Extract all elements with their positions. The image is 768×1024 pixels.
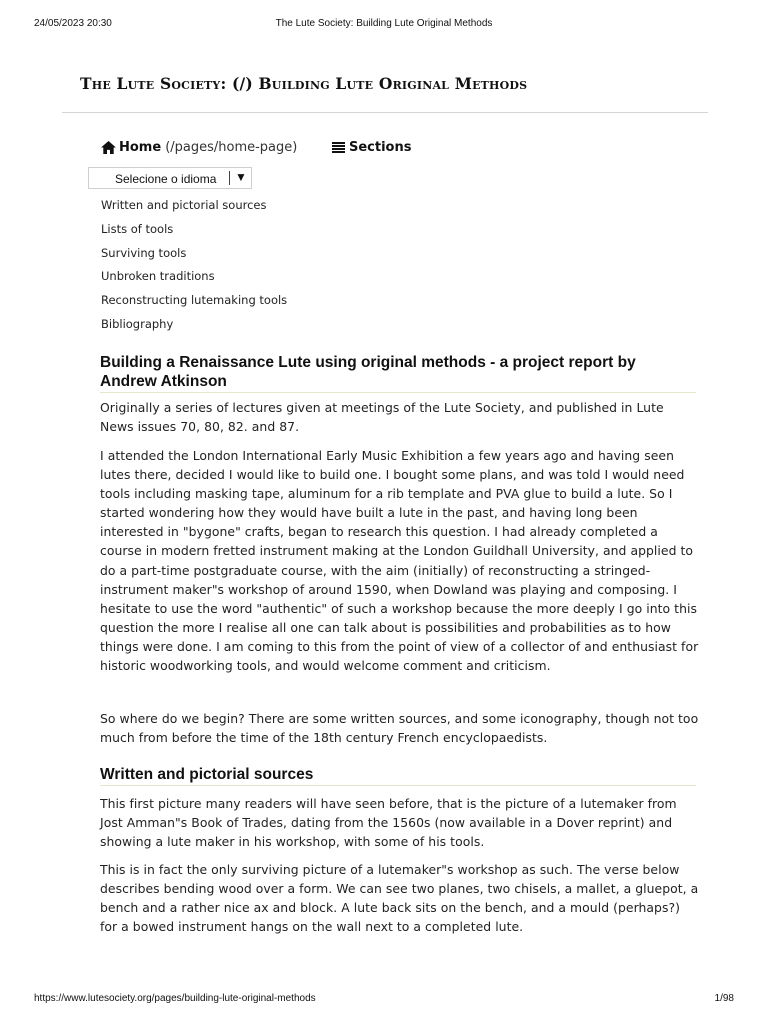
print-page-title: The Lute Society: Building Lute Original Methods [275,18,493,29]
language-select[interactable] [88,167,252,189]
home-icon [101,141,116,154]
intro-paragraph: Originally a series of lectures given at meetings of the Lute Society, and published in Lute News issues 70, 80, 82. and 87. [100,400,664,435]
toc-item-written-sources[interactable]: Written and pictorial sources [101,198,267,212]
toc-item-surviving-tools[interactable]: Surviving tools [101,245,187,260]
sections-menu [101,196,287,339]
body-paragraph-2: So where do we begin? There are some written sources, and some iconography, though not too much from before the time of the 18th century French encyclopaedists. [100,711,699,746]
print-url[interactable]: https://www.lutesociety.org/pages/building-lute-original-methods [34,993,316,1004]
section-heading-written-sources: Written and pictorial sources [100,765,696,786]
site-title[interactable]: The Lute Society: (/) Building Lute Original Methods [80,74,528,93]
toc-item-unbroken-traditions[interactable]: Unbroken traditions [101,269,215,284]
body-paragraph-3: This first picture many readers will have seen before, that is the picture of a lutemaker from Jost Amman"s Book of Trades, dating from the 1560s (now available in a Dover reprint) and showing a lute maker in his workshop, with some of his tools. [100,796,677,850]
title-divider [62,112,708,113]
print-footer [0,993,768,1007]
language-select-value: Selecione o idioma [115,172,217,186]
home-link[interactable] [101,140,297,155]
sections-label: Sections [349,140,412,155]
chevron-down-icon: ▼ [235,170,247,184]
print-header [0,18,768,32]
body-paragraph-1: I attended the London International Early Music Exhibition a few years ago and having seen lutes there, decided I would like to build one. I bought some plans, and was told I would need tools including masking tape, aluminum for a rib template and PVA glue to build a lute. So I started wondering how they would have built a lute in the past, and having long been interested in "bygone" crafts, began to research this question. I had already completed a course in modern fretted instrument making at the London Guildhall University, and applied to do a part-time postgraduate course, with the aim (initially) of reconstructing a stringed-instrument maker"s workshop of around 1590, when Dowland was playing and composing. I hesitate to use the word "authentic" of such a workshop because the more deeply I go into this question the more I realise all one can talk about is possibilities and probabilities as to how things were done. I am coming to this from the point of view of a collector of and enthusiast for historic woodworking tools, and would welcome comment and criticism. [100,448,699,674]
sections-link[interactable] [332,140,411,155]
language-select-separator [229,171,230,185]
list-icon [332,142,345,153]
article-heading: Building a Renaissance Lute using original methods - a project report by Andrew Atkinson [100,353,696,393]
toc-item-lists-of-tools[interactable]: Lists of tools [101,221,174,236]
print-datetime: 24/05/2023 20:30 [34,18,112,29]
toc-item-bibliography[interactable]: Bibliography [101,316,174,331]
home-label: Home [119,140,162,155]
print-page-number: 1/98 [714,993,734,1004]
home-path: (/pages/home-page) [165,140,298,155]
body-paragraph-4: This is in fact the only surviving picture of a lutemaker"s workshop as such. The verse below describes bending wood over a form. We can see two planes, two chisels, a mallet, a gluepot, a bench and a rather nice ax and block. A lute back sits on the bench, and a mould (perhaps?) for a bowed instrument hangs on the wall next to a completed lute. [100,862,699,935]
toc-item-reconstructing-tools[interactable]: Reconstructing lutemaking tools [101,293,288,308]
